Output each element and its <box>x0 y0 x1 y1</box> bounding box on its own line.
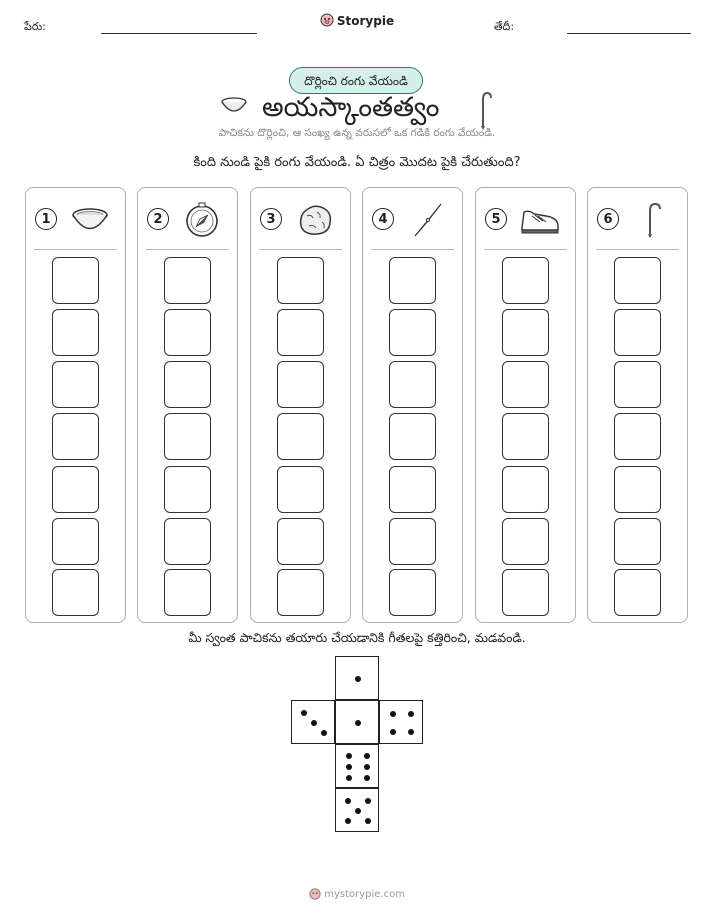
column-1 <box>25 187 126 623</box>
dice-pip <box>311 720 317 726</box>
dice-face-6 <box>335 744 379 788</box>
compass-needle-icon <box>407 202 447 238</box>
dice-pip <box>355 808 361 814</box>
color-box[interactable] <box>52 518 99 565</box>
color-box[interactable] <box>52 466 99 513</box>
dice-pip <box>355 676 361 682</box>
pig-mascot-icon <box>320 13 334 30</box>
color-box[interactable] <box>277 569 324 616</box>
dice-face-3 <box>291 700 335 744</box>
column-2 <box>137 187 238 623</box>
color-box[interactable] <box>164 518 211 565</box>
dice-pip <box>301 710 307 716</box>
column-divider <box>34 249 117 250</box>
column-divider <box>596 249 679 250</box>
dice-pip <box>346 753 352 759</box>
column-number: 1 <box>35 208 57 230</box>
color-box[interactable] <box>502 569 549 616</box>
dice-pip <box>408 711 414 717</box>
color-box[interactable] <box>277 413 324 460</box>
dice-pip <box>365 818 371 824</box>
color-box[interactable] <box>614 518 661 565</box>
dice-pip <box>346 775 352 781</box>
dice-pip <box>346 764 352 770</box>
color-box[interactable] <box>502 309 549 356</box>
color-box[interactable] <box>389 518 436 565</box>
color-box[interactable] <box>277 257 324 304</box>
color-box[interactable] <box>277 361 324 408</box>
dice-pip <box>355 720 361 726</box>
color-box[interactable] <box>277 518 324 565</box>
compass-icon <box>182 202 222 238</box>
column-number: 3 <box>260 208 282 230</box>
color-box[interactable] <box>502 466 549 513</box>
bowl-icon <box>70 202 110 238</box>
color-box[interactable] <box>164 413 211 460</box>
rock-icon <box>295 202 335 238</box>
color-box[interactable] <box>52 257 99 304</box>
dice-face-1 <box>335 700 379 744</box>
color-box[interactable] <box>389 309 436 356</box>
dice-pip <box>390 711 396 717</box>
dice-face-4 <box>379 700 423 744</box>
color-box[interactable] <box>389 361 436 408</box>
color-box[interactable] <box>502 413 549 460</box>
color-box[interactable] <box>389 257 436 304</box>
instruction-roll: పాచికను దొర్లించి, ఆ సంఖ్య ఉన్న వరుసలో ఒక గడికి రంగు వేయండి. <box>218 127 496 139</box>
color-box[interactable] <box>277 466 324 513</box>
dice-pip <box>390 729 396 735</box>
color-box[interactable] <box>52 309 99 356</box>
color-box[interactable] <box>389 413 436 460</box>
color-box[interactable] <box>52 361 99 408</box>
dice-pip <box>365 798 371 804</box>
color-box[interactable] <box>164 466 211 513</box>
color-box[interactable] <box>502 361 549 408</box>
color-box[interactable] <box>614 257 661 304</box>
column-4 <box>362 187 463 623</box>
date-line <box>567 33 691 34</box>
dice-face-5 <box>335 788 379 832</box>
column-number: 6 <box>597 208 619 230</box>
color-box[interactable] <box>164 361 211 408</box>
dice-pip <box>364 775 370 781</box>
dice-pip <box>345 798 351 804</box>
dice-face-1 <box>335 656 379 700</box>
cut-instruction: మీ స్వంత పాచికను తయారు చేయడానికి గీతలపై కత్తిరించి, మడవండి. <box>188 630 526 645</box>
activity-badge: దొర్లించి రంగు వేయండి <box>289 67 423 94</box>
brand-logo <box>0 13 714 30</box>
column-number: 2 <box>147 208 169 230</box>
name-label: పేరు: <box>24 20 46 33</box>
color-box[interactable] <box>164 257 211 304</box>
bowl-icon <box>220 96 248 120</box>
dice-pip <box>345 818 351 824</box>
color-box[interactable] <box>389 466 436 513</box>
name-line <box>101 33 257 34</box>
color-box[interactable] <box>502 518 549 565</box>
dice-pip <box>364 753 370 759</box>
column-divider <box>371 249 454 250</box>
column-5 <box>475 187 576 623</box>
column-number: 5 <box>485 208 507 230</box>
dice-pip <box>364 764 370 770</box>
column-divider <box>146 249 229 250</box>
color-box[interactable] <box>614 569 661 616</box>
color-box[interactable] <box>502 257 549 304</box>
cane-icon <box>632 202 672 238</box>
footer <box>0 888 714 900</box>
color-box[interactable] <box>277 309 324 356</box>
column-divider <box>484 249 567 250</box>
color-box[interactable] <box>614 466 661 513</box>
color-box[interactable] <box>614 413 661 460</box>
color-box[interactable] <box>614 309 661 356</box>
page-title: అయస్కాంతత్వం <box>262 92 440 123</box>
footer-url: mystorypie.com <box>324 889 405 900</box>
column-3 <box>250 187 351 623</box>
color-box[interactable] <box>164 569 211 616</box>
brand-name: Storypie <box>336 14 395 28</box>
shoe-icon <box>520 202 560 238</box>
column-number: 4 <box>372 208 394 230</box>
column-6 <box>587 187 688 623</box>
color-box[interactable] <box>389 569 436 616</box>
color-box[interactable] <box>164 309 211 356</box>
dice-pip <box>321 730 327 736</box>
pig-mascot-icon <box>309 889 324 900</box>
date-label: తేదీ: <box>494 20 515 33</box>
color-box[interactable] <box>52 413 99 460</box>
dice-pip <box>408 729 414 735</box>
instruction-color: కింది నుండి పైకి రంగు వేయండి. ఏ చిత్రం మొదట పైకి చేరుతుంది? <box>193 155 521 170</box>
color-box[interactable] <box>614 361 661 408</box>
column-divider <box>259 249 342 250</box>
color-box[interactable] <box>52 569 99 616</box>
